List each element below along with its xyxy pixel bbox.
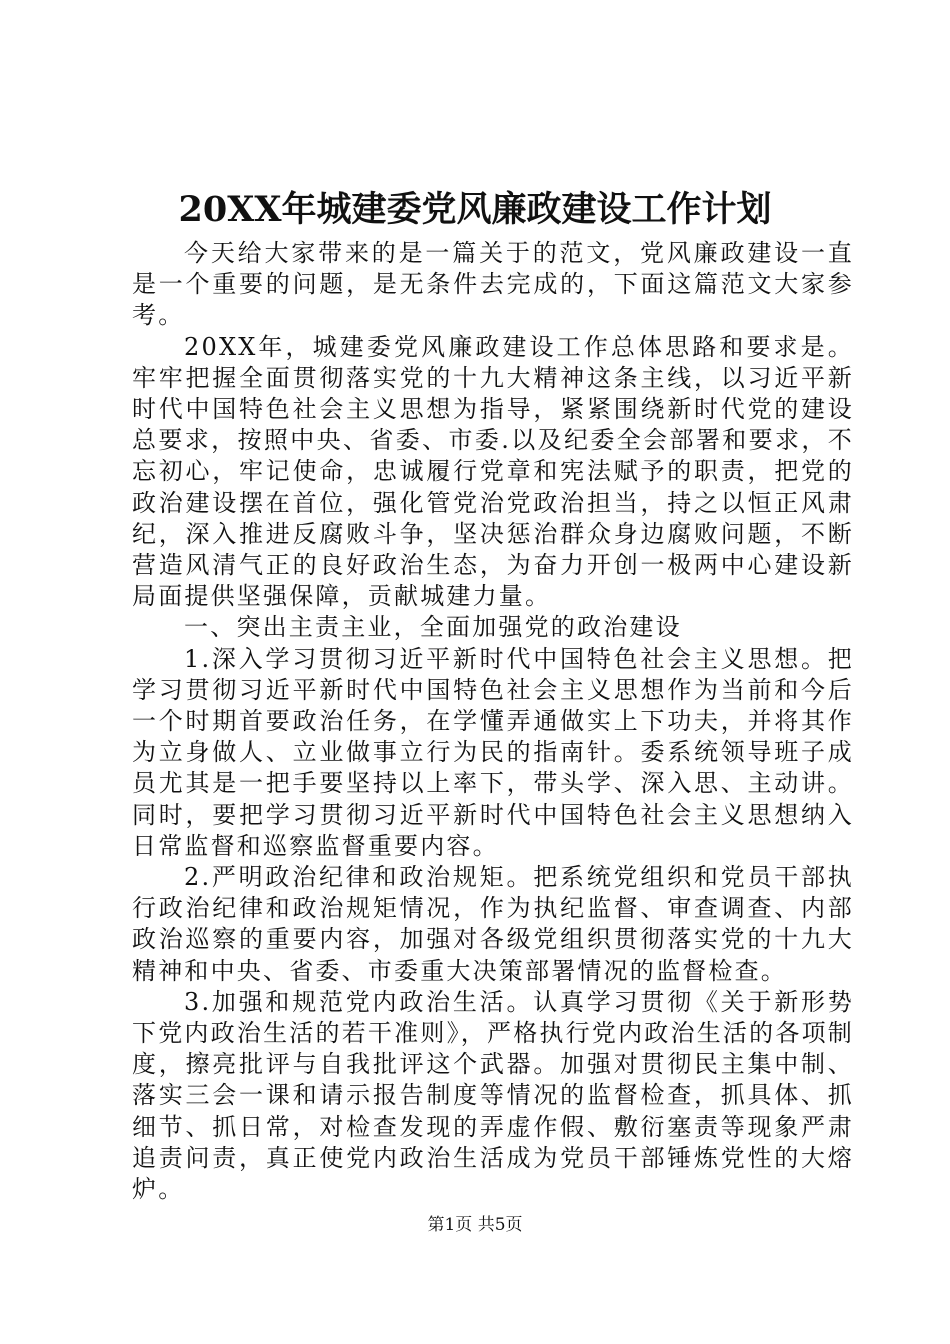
paragraph-intro: 今天给大家带来的是一篇关于的范文，党风廉政建设一直是一个重要的问题，是无条件去完成的，下面这篇范文大家参考。: [132, 239, 854, 330]
paragraph-item-2: 2.严明政治纪律和政治规矩。把系统党组织和党员干部执行政治纪律和政治规矩情况，作为执纪监督、审查调查、内部政治巡察的重要内容，加强对各级党组织贯彻落实党的十九大精神和中央、省委、市委重大决策部署情况的监督检查。: [132, 863, 854, 985]
page-footer: 第1页 共5页: [427, 1215, 523, 1235]
section-heading-1: 一、突出主责主业，全面加强党的政治建设: [184, 613, 682, 642]
document-title: 20XX年城建委党风廉政建设工作计划: [178, 189, 772, 230]
paragraph-overview: 20XX年，城建委党风廉政建设工作总体思路和要求是。牢牢把握全面贯彻落实党的十九大精神这条主线，以习近平新时代中国特色社会主义思想为指导，紧紧围绕新时代党的建设总要求，按照中央、省委、市委.以及纪委全会部署和要求，不忘初心，牢记使命，忠诚履行党章和宪法赋予的职责，把党的政治建设摆在首位，强化管党治党政治担当，持之以恒正风肃纪，深入推进反腐败斗争，坚决惩治群众身边腐败问题，不断营造风清气正的良好政治生态，为奋力开创一极两中心建设新局面提供坚强保障，贡献城建力量。: [132, 332, 854, 611]
document-body: [132, 238, 854, 1205]
paragraph-item-3: 3.加强和规范党内政治生活。认真学习贯彻《关于新形势下党内政治生活的若干准则》，严格执行党内政治生活的各项制度，擦亮批评与自我批评这个武器。加强对贯彻民主集中制、落实三会一课和请示报告制度等情况的监督检查，抓具体、抓细节、抓日常，对检查发现的弄虚作假、敷衍塞责等现象严肃追责问责，真正使党内政治生活成为党员干部锤炼党性的大熔炉。: [132, 987, 854, 1204]
paragraph-item-1: 1.深入学习贯彻习近平新时代中国特色社会主义思想。把学习贯彻习近平新时代中国特色社会主义思想作为当前和今后一个时期首要政治任务，在学懂弄通做实上下功夫，并将其作为立身做人、立业做事立行为民的指南针。委系统领导班子成员尤其是一把手要坚持以上率下，带头学、深入思、主动讲。同时，要把学习贯彻习近平新时代中国特色社会主义思想纳入日常监督和巡察监督重要内容。: [132, 644, 854, 860]
